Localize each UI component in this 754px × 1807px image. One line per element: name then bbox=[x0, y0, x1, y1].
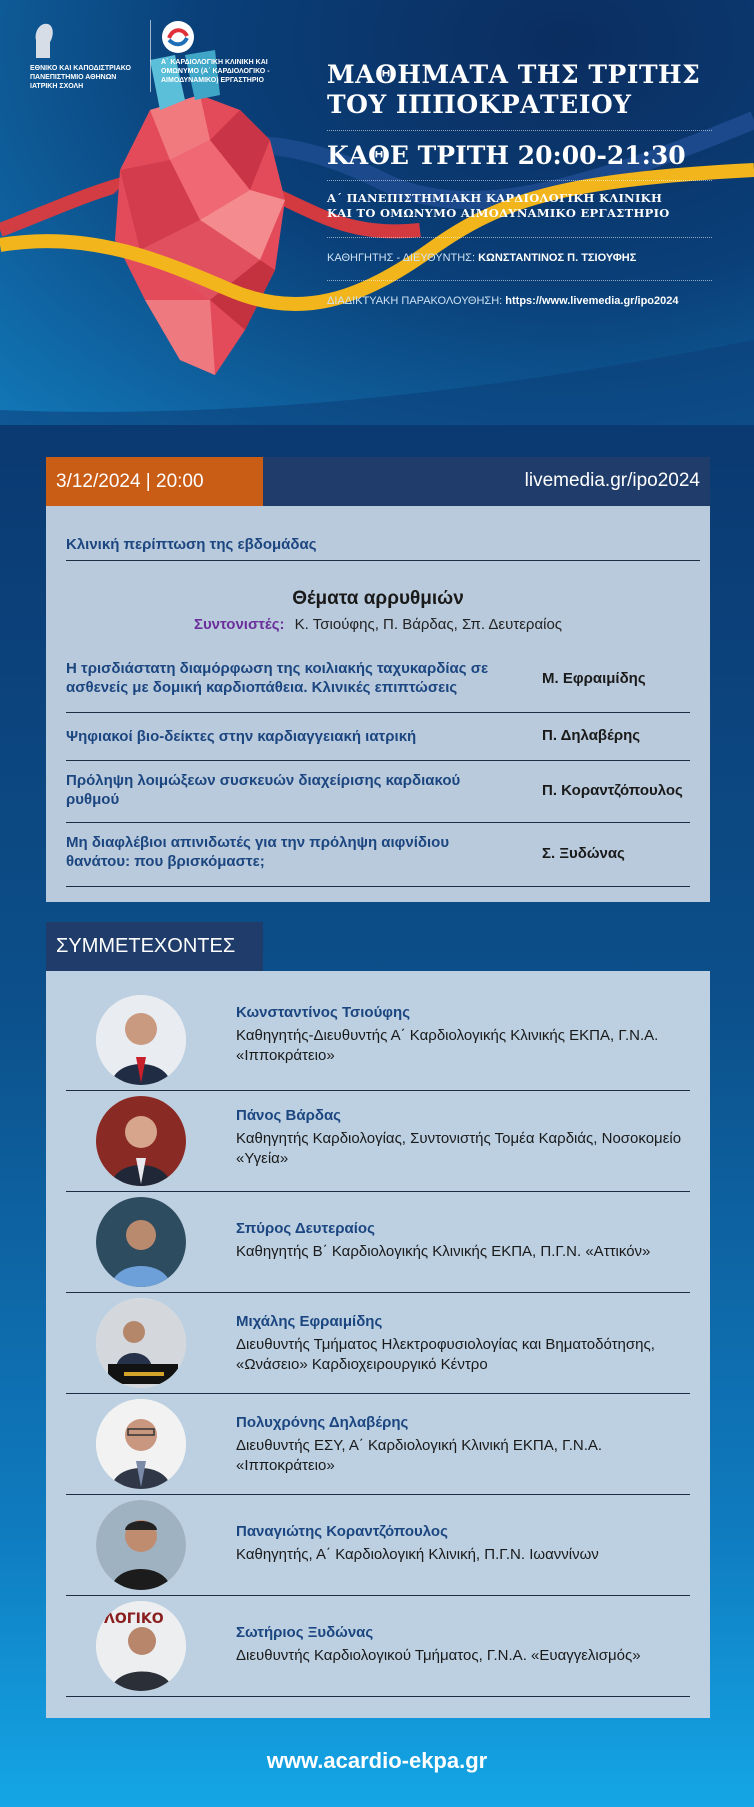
talk-speaker: Π. Κοραντζόπουλος bbox=[542, 782, 683, 799]
participant-role: Διευθυντής Τμήματος Ηλεκτροφυσιολογίας και Βηματοδότησης, «Ωνάσειο» Καρδιοχειρουργικό Κέντρο bbox=[236, 1336, 655, 1373]
participant-role: Καθηγητής-Διευθυντής Α΄ Καρδιολογικής Κλινικής ΕΚΠΑ, Γ.Ν.Α. «Ιπποκράτειο» bbox=[236, 1027, 659, 1064]
coordinators-names: Κ. Τσιούφης, Π. Βάρδας, Σπ. Δευτεραίος bbox=[294, 616, 563, 633]
participant-row bbox=[66, 991, 690, 1091]
clinic-line1: Α΄ ΠΑΝΕΠΙΣΤΗΜΙΑΚΗ ΚΑΡΔΙΟΛΟΓΙΚΗ ΚΛΙΝΙΚΗ bbox=[327, 191, 663, 205]
participant-role: Καθηγητής Β΄ Καρδιολογικής Κλινικής ΕΚΠΑ, Π.Γ.Ν. «Αττικόν» bbox=[236, 1243, 651, 1260]
participant-name: Μιχάλης Εφραιμίδης bbox=[236, 1313, 383, 1330]
avatar bbox=[96, 1096, 186, 1186]
avatar bbox=[96, 1298, 186, 1388]
participant-row bbox=[66, 1091, 690, 1192]
participant-name: Σπύρος Δευτεραίος bbox=[236, 1220, 375, 1237]
divider bbox=[66, 560, 700, 561]
clinic-emblem-icon bbox=[161, 20, 195, 54]
participant-name: Κωνσταντίνος Τσιούφης bbox=[236, 1004, 411, 1021]
university-logo bbox=[30, 20, 145, 91]
talk-row bbox=[66, 761, 690, 823]
header-info bbox=[327, 60, 712, 307]
footer-website[interactable]: www.acardio-ekpa.gr bbox=[266, 1748, 488, 1773]
participant-role: Καθηγητής Καρδιολογίας, Συντονιστής Τομέα Καρδιάς, Νοσοκομείο «Υγεία» bbox=[236, 1130, 682, 1167]
participants-heading: ΣΥΜΜΕΤΕΧΟΝΤΕΣ bbox=[46, 922, 263, 971]
case-of-week-label: Κλινική περίπτωση της εβδομάδας bbox=[66, 536, 317, 553]
participant-name: Πολυχρόνης Δηλαβέρης bbox=[236, 1414, 409, 1431]
avatar bbox=[96, 1500, 186, 1590]
participant-name: Παναγιώτης Κοραντζόπουλος bbox=[236, 1523, 448, 1540]
talk-row bbox=[66, 651, 690, 713]
talk-row bbox=[66, 713, 690, 761]
series-title-line1: ΜΑΘΗΜΑΤΑ ΤΗΣ ΤΡΙΤΗΣ bbox=[327, 60, 701, 89]
avatar bbox=[96, 995, 186, 1085]
participant-row bbox=[66, 1192, 690, 1293]
stream-link[interactable]: https://www.livemedia.gr/ipo2024 bbox=[505, 295, 679, 307]
divider bbox=[327, 180, 712, 181]
university-name: ΕΘΝΙΚΟ ΚΑΙ ΚΑΠΟΔΙΣΤΡΙΑΚΟ ΠΑΝΕΠΙΣΤΗΜΙΟ ΑΘΗΝΩΝ ΙΑΤΡΙΚΗ ΣΧΟΛΗ bbox=[30, 65, 131, 90]
participant-role: Διευθυντής Καρδιολογικού Τμήματος, Γ.Ν.Α. «Ευαγγελισμός» bbox=[236, 1647, 641, 1664]
participant-name: Σωτήριος Ξυδώνας bbox=[236, 1624, 374, 1641]
stream bbox=[327, 295, 712, 307]
participant-row bbox=[66, 1394, 690, 1495]
participant-row bbox=[66, 1495, 690, 1596]
avatar bbox=[96, 1399, 186, 1489]
series-title-line2: ΤΟΥ ΙΠΠΟΚΡΑΤΕΙΟΥ bbox=[327, 90, 632, 119]
talk-title: Μη διαφλέβιοι απινιδωτές για την πρόληψη αιφνίδιου θανάτου: που βρισκόμαστε; bbox=[66, 834, 450, 870]
talk-title: Η τρισδιάστατη διαμόρφωση της κοιλιακής ταχυκαρδίας σε ασθενείς με δομική καρδιοπάθεια. Κλινικές επιπτώσεις bbox=[66, 660, 489, 696]
director bbox=[327, 252, 712, 264]
clinic-line2: ΚΑΙ ΤΟ ΟΜΩΝΥΜΟ ΑΙΜΟΔΥΝΑΜΙΚΟ ΕΡΓΑΣΤΗΡΙΟ bbox=[327, 206, 670, 220]
clinic-logo-text: Α΄ ΚΑΡΔΙΟΛΟΓΙΚΗ ΚΛΙΝΙΚΗ ΚΑΙ ΟΜΩΝΥΜΟ (Α΄ ΚΑΡΔΙΟΛΟΓΙΚΟ - ΑΙΜΟΔΥΝΑΜΙΚΟ) ΕΡΓΑΣΤΗΡΙΟ bbox=[161, 59, 270, 84]
talk-speaker: Μ. Εφραιμίδης bbox=[542, 670, 646, 687]
svg-text:ΛΟΓΙΚΟ: ΛΟΓΙΚΟ bbox=[104, 1611, 164, 1627]
talk-speaker: Σ. Ξυδώνας bbox=[542, 845, 625, 862]
participant-name: Πάνος Βάρδας bbox=[236, 1107, 341, 1124]
athena-head-icon bbox=[30, 20, 56, 60]
participant-role: Καθηγητής, Α΄ Καρδιολογική Κλινική, Π.Γ.Ν. Ιωαννίνων bbox=[236, 1546, 599, 1563]
event-link[interactable]: livemedia.gr/ipo2024 bbox=[524, 470, 700, 491]
talk-row bbox=[66, 823, 690, 887]
director-name: ΚΩΝΣΤΑΝΤΙΝΟΣ Π. ΤΣΙΟΥΦΗΣ bbox=[478, 252, 637, 264]
participants-card bbox=[46, 971, 710, 1718]
divider bbox=[327, 237, 712, 238]
schedule: ΚΑΘΕ ΤΡΙΤΗ 20:00-21:30 bbox=[327, 141, 686, 170]
clinic-logo bbox=[150, 20, 300, 92]
avatar bbox=[96, 1197, 186, 1287]
avatar bbox=[96, 1601, 186, 1691]
participant-row bbox=[66, 1293, 690, 1394]
participant-row bbox=[66, 1596, 690, 1697]
program-card bbox=[46, 506, 710, 902]
event-date: 3/12/2024 | 20:00 bbox=[46, 457, 263, 506]
program-bar bbox=[46, 457, 710, 506]
talk-speaker: Π. Δηλαβέρης bbox=[542, 727, 641, 744]
talk-title: Ψηφιακοί βιο-δείκτες στην καρδιαγγειακή ιατρική bbox=[66, 728, 417, 745]
coordinators bbox=[46, 616, 710, 633]
participant-role: Διευθυντής ΕΣΥ, Α΄ Καρδιολογική Κλινική ΕΚΠΑ, Γ.Ν.Α. «Ιπποκράτειο» bbox=[236, 1437, 603, 1474]
coordinators-label: Συντονιστές: bbox=[193, 616, 285, 633]
topic-title: Θέματα αρρυθμιών bbox=[292, 588, 464, 609]
director-label: ΚΑΘΗΓΗΤΗΣ - ΔΙΕΥΘΥΝΤΗΣ: bbox=[327, 252, 476, 264]
divider bbox=[327, 280, 712, 281]
talk-title: Πρόληψη λοιμώξεων συσκευών διαχείρισης καρδιακού ρυθμού bbox=[66, 772, 461, 808]
header-banner bbox=[0, 0, 754, 425]
divider bbox=[327, 130, 712, 131]
stream-label: ΔΙΑΔΙΚΤΥΑΚΗ ΠΑΡΑΚΟΛΟΥΘΗΣΗ: bbox=[327, 295, 503, 307]
